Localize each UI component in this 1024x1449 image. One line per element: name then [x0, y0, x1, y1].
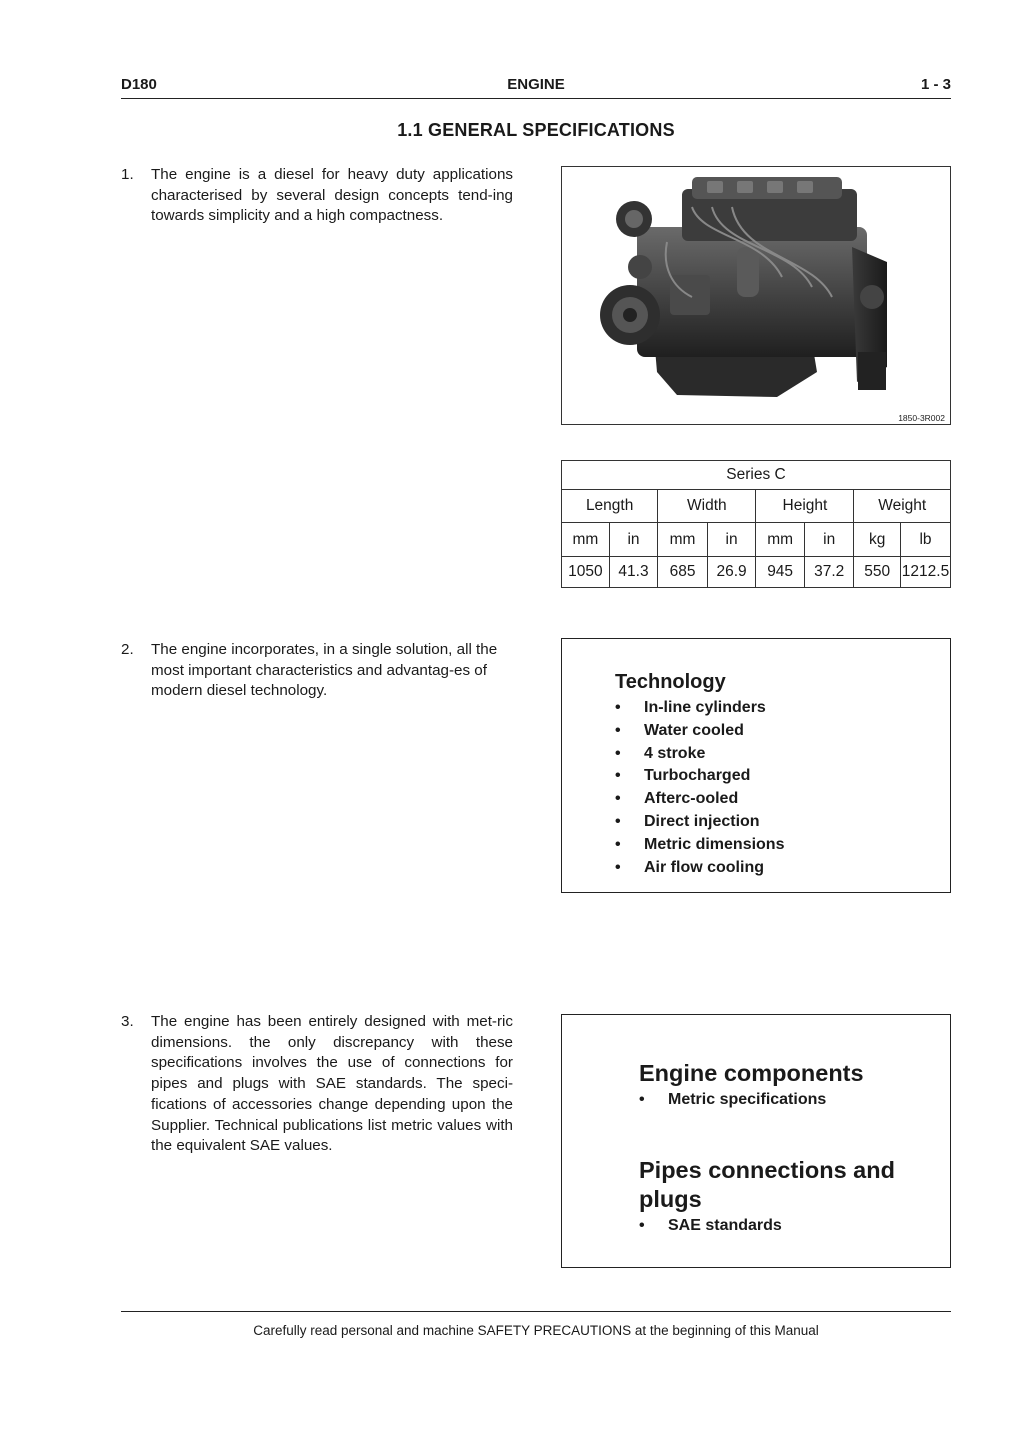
table-cell: 37.2: [804, 557, 854, 588]
table-unit: mm: [562, 523, 610, 557]
bullet-icon: •: [615, 790, 621, 808]
technology-title: Technology: [615, 671, 726, 693]
section-title: 1.1 GENERAL SPECIFICATIONS: [397, 120, 675, 140]
bullet-icon: •: [615, 721, 621, 739]
table-unit: lb: [901, 523, 951, 557]
table-cell: 1212.5: [901, 557, 951, 588]
pipes-connections-title: Pipes connections and plugs: [639, 1157, 895, 1212]
table-group-header: Height: [756, 490, 854, 523]
bullet-icon: •: [639, 1217, 645, 1234]
list-item: • Metric specifications: [639, 1091, 827, 1108]
list-item: • Afterc-ooled: [615, 788, 784, 811]
diesel-engine-illustration: [562, 167, 950, 424]
table-title: Series C: [562, 461, 951, 490]
technology-box: [561, 638, 951, 893]
table-unit: mm: [756, 523, 805, 557]
header-page-number: 1 - 3: [920, 76, 951, 93]
table-cell: 41.3: [609, 557, 658, 588]
list-item: • Air flow cooling: [615, 857, 784, 880]
paragraph-text: The engine incorporates, in a single solution, all the most important characteristics and advantag-es of modern diesel technology.: [151, 641, 498, 700]
table-unit: kg: [854, 523, 901, 557]
engine-components-title: Engine components: [639, 1060, 864, 1086]
table-cell: 685: [658, 557, 707, 588]
paragraph-number: 2.: [121, 641, 134, 658]
paragraph-3: [121, 1012, 513, 1157]
list-item: • 4 stroke: [615, 743, 784, 766]
table-group-header: Width: [658, 490, 756, 523]
paragraph-text: The engine is a diesel for heavy duty applications characterised by several design concepts tend-ing towards simplicity and a high compactness.: [151, 166, 513, 225]
table-unit: in: [609, 523, 658, 557]
table-group-header: Weight: [854, 490, 951, 523]
header-rule: [121, 98, 951, 99]
paragraph-text: The engine has been entirely designed with met-ric dimensions. the only discrepancy with these specifications involves the use of connections for pipes and plugs with SAE standards. The speci-fications of accessories change depending upon the Supplier. Technical publications list metric values with the equivalent SAE values.: [151, 1013, 513, 1155]
list-item: • SAE standards: [639, 1217, 782, 1234]
paragraph-1: [121, 165, 513, 227]
bullet-icon: •: [615, 699, 621, 716]
table-unit: in: [804, 523, 854, 557]
bullet-icon: •: [639, 1091, 645, 1108]
engine-figure: [561, 166, 951, 425]
list-item: • Metric dimensions: [615, 834, 784, 857]
bullet-icon: •: [615, 812, 621, 830]
paragraph-2: [121, 640, 513, 702]
bullet-icon: •: [615, 767, 621, 785]
list-item: • Turbocharged: [615, 765, 784, 788]
list-item: • Water cooled: [615, 720, 784, 743]
footer-note: Carefully read personal and machine SAFETY PRECAUTIONS at the beginning of this Manual: [253, 1323, 819, 1338]
bullet-icon: •: [615, 858, 621, 876]
paragraph-number: 3.: [121, 1013, 134, 1030]
table-group-header: Length: [562, 490, 658, 523]
table-cell: 550: [854, 557, 901, 588]
list-item: • In-line cylinders: [615, 697, 784, 720]
footer-rule: [121, 1311, 951, 1312]
table-unit: mm: [658, 523, 707, 557]
components-box: [561, 1014, 951, 1268]
bullet-icon: •: [615, 835, 621, 853]
list-item: • Direct injection: [615, 811, 784, 834]
table-cell: 26.9: [707, 557, 756, 588]
technology-list: [615, 697, 784, 879]
paragraph-number: 1.: [121, 166, 134, 183]
table-cell: 945: [756, 557, 805, 588]
header-chapter: ENGINE: [507, 76, 565, 93]
table-cell: 1050: [562, 557, 610, 588]
header-model: D180: [121, 76, 157, 93]
bullet-icon: •: [615, 744, 621, 762]
figure-code: 1850-3R002: [898, 413, 945, 423]
dimensions-table: [561, 460, 951, 588]
table-unit: in: [707, 523, 756, 557]
